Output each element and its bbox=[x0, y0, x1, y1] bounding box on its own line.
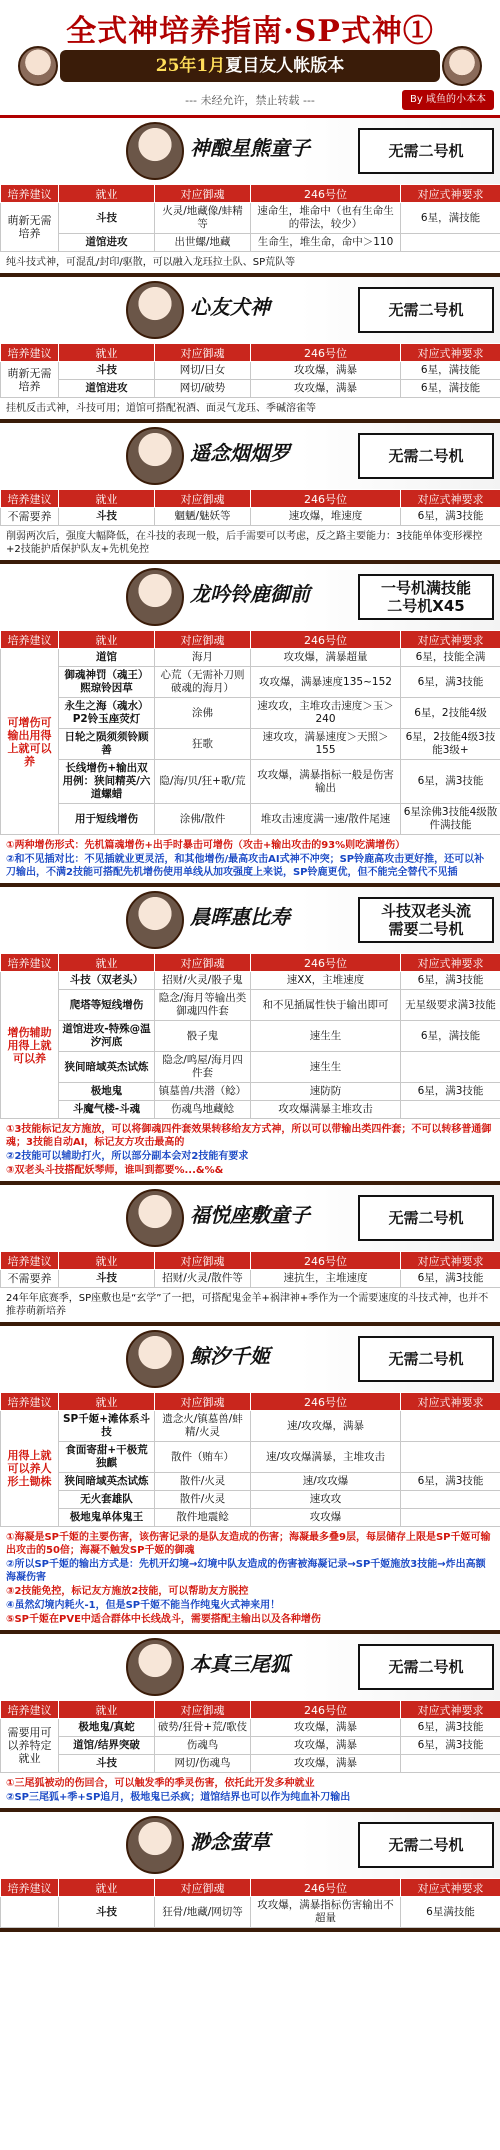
table-row bbox=[1, 203, 500, 234]
scene-cell: 极地鬼 bbox=[59, 1083, 155, 1101]
table-row bbox=[1, 508, 500, 526]
column-header: 对应御魂 bbox=[155, 1701, 251, 1719]
shiki-name: 遥念烟烟罗 bbox=[190, 441, 290, 465]
requirement-cell: 6星，技能全满 bbox=[401, 649, 500, 667]
training-advice: 不需要养 bbox=[1, 508, 59, 526]
secondary-requirement: 无需二号机 bbox=[358, 1195, 494, 1241]
note-line: ③双老头斗技搭配妖琴师，谁叫到都要%...&%& bbox=[6, 1165, 224, 1176]
column-header: 246号位 bbox=[251, 185, 401, 203]
build-table bbox=[0, 184, 500, 252]
shiki-portrait-icon bbox=[126, 891, 184, 949]
table-row bbox=[1, 1755, 500, 1773]
soul-cell: 网切/日女 bbox=[155, 362, 251, 380]
version-banner bbox=[60, 50, 440, 82]
requirement-cell: 6星，满3技能 bbox=[401, 1270, 500, 1288]
scene-cell: 斗技 bbox=[59, 1755, 155, 1773]
table-row bbox=[1, 1897, 500, 1928]
card-header bbox=[0, 118, 500, 184]
stat-cell: 速防防 bbox=[251, 1083, 401, 1101]
secondary-requirement: 无需二号机 bbox=[358, 1336, 494, 1382]
column-header: 培养建议 bbox=[1, 344, 59, 362]
table-row bbox=[1, 1719, 500, 1737]
scene-cell: 道馆进攻 bbox=[59, 380, 155, 398]
stat-cell: 速/攻攻爆 bbox=[251, 1473, 401, 1491]
shiki-portrait-icon bbox=[126, 1330, 184, 1388]
scene-cell: 狭间暗域英杰试炼 bbox=[59, 1473, 155, 1491]
note-line: ①三尾狐被动的伤回合，可以触发季的季灵伤害，依托此开发多种就业 bbox=[6, 1778, 315, 1789]
column-header: 对应式神要求 bbox=[401, 185, 500, 203]
column-header: 246号位 bbox=[251, 1252, 401, 1270]
column-header: 对应式神要求 bbox=[401, 1252, 500, 1270]
scene-cell: 狭间暗域英杰试炼 bbox=[59, 1052, 155, 1083]
table-row bbox=[1, 667, 500, 698]
column-header: 培养建议 bbox=[1, 1879, 59, 1897]
card-header bbox=[0, 1812, 500, 1878]
requirement-cell: 6星，满3技能 bbox=[401, 1473, 500, 1491]
column-header: 对应御魂 bbox=[155, 1252, 251, 1270]
soul-cell: 伤魂鸟地藏鲶 bbox=[155, 1101, 251, 1119]
requirement-cell: 6星满技能 bbox=[401, 1897, 500, 1928]
column-header: 对应式神要求 bbox=[401, 1393, 500, 1411]
card-notes bbox=[0, 526, 500, 560]
shiki-portrait-icon bbox=[126, 427, 184, 485]
scene-cell: 无火套雄队 bbox=[59, 1491, 155, 1509]
card-notes bbox=[0, 252, 500, 273]
page-title: 全式神培养指南·SP式神① bbox=[66, 14, 434, 49]
column-header: 对应式神要求 bbox=[401, 954, 500, 972]
column-header: 对应式神要求 bbox=[401, 631, 500, 649]
training-advice: 不需要养 bbox=[1, 1270, 59, 1288]
table-row bbox=[1, 1270, 500, 1288]
card-header bbox=[0, 277, 500, 343]
table-header-row bbox=[1, 631, 500, 649]
column-header: 246号位 bbox=[251, 490, 401, 508]
column-header: 培养建议 bbox=[1, 1701, 59, 1719]
requirement-cell: 6星，满技能 bbox=[401, 1021, 500, 1052]
scene-cell: 长线增伤+输出双用例：狭间精英/六道螺蜡 bbox=[59, 760, 155, 804]
training-advice: 萌新无需培养 bbox=[1, 362, 59, 398]
training-advice: 可增伤可输出用得上就可以养 bbox=[1, 649, 59, 835]
column-header: 培养建议 bbox=[1, 490, 59, 508]
card-notes bbox=[0, 835, 500, 883]
table-row bbox=[1, 362, 500, 380]
scene-cell: 极地鬼/真蛇 bbox=[59, 1719, 155, 1737]
requirement-cell bbox=[401, 1442, 500, 1473]
requirement-cell: 6星，满3技能 bbox=[401, 1083, 500, 1101]
stat-cell: 速生生 bbox=[251, 1021, 401, 1052]
soul-cell: 招财/火灵/骰子鬼 bbox=[155, 972, 251, 990]
requirement-cell: 6星，满3技能 bbox=[401, 972, 500, 990]
note-line: ①两种增伤形式：先机篇魂增伤+出手时暴击可增伤（攻击+输出攻击的93%则吃满增伤） bbox=[6, 840, 406, 851]
header bbox=[0, 0, 500, 118]
soul-cell: 出世螺/地藏 bbox=[155, 234, 251, 252]
note-line: ①3技能标记友方施放，可以将御魂四件套效果转移给友方式神，所以可以带输出类四件套；不可以转移普通御魂；3技能自动AI，标记友方攻击最高的 bbox=[6, 1124, 492, 1148]
soul-cell: 魍魉/魅妖等 bbox=[155, 508, 251, 526]
table-row bbox=[1, 1052, 500, 1083]
requirement-cell: 6星，满3技能 bbox=[401, 1719, 500, 1737]
column-header: 246号位 bbox=[251, 1701, 401, 1719]
card-notes bbox=[0, 1527, 500, 1630]
stat-cell: 速生生 bbox=[251, 1052, 401, 1083]
note-line: ②SP三尾狐+季+SP追月，极地鬼已杀疯；道馆结界也可以作为纯血补刀输出 bbox=[6, 1792, 351, 1803]
table-header-row bbox=[1, 1393, 500, 1411]
column-header: 246号位 bbox=[251, 1393, 401, 1411]
shiki-name: 神酿星熊童子 bbox=[190, 136, 310, 160]
shiki-name: 鲸汐千姬 bbox=[190, 1344, 270, 1368]
table-row bbox=[1, 1491, 500, 1509]
version-date: 25年1月 bbox=[155, 56, 226, 76]
author-byline: By 咸鱼的小本本 bbox=[402, 90, 494, 110]
soul-cell: 隐念/鸣屋/海月四件套 bbox=[155, 1052, 251, 1083]
scene-cell: 爬塔等短线增伤 bbox=[59, 990, 155, 1021]
table-header-row bbox=[1, 1701, 500, 1719]
column-header: 培养建议 bbox=[1, 185, 59, 203]
shiki-card bbox=[0, 1185, 500, 1326]
note-line: ②和不见插对比：不见插就业更灵活，和其他增伤/最高攻击AI式神不冲突；SP铃鹿高攻击更好推，还可以补刀输出，不满2技能可搭配先机增伤使用单线从加攻强度上来说，SP铃鹿更优，但不能完全替代不见插 bbox=[6, 854, 485, 878]
requirement-cell bbox=[401, 1509, 500, 1527]
table-header-row bbox=[1, 344, 500, 362]
build-table bbox=[0, 489, 500, 526]
stat-cell: 速抗生，主堆速度 bbox=[251, 1270, 401, 1288]
shiki-card bbox=[0, 887, 500, 1185]
scene-cell: SP千姬+滩体系斗技 bbox=[59, 1411, 155, 1442]
note-line: 挂机反击式神，斗技可用；道馆可搭配祝酒、面灵气龙珏、季碱溶雀等 bbox=[6, 403, 316, 414]
requirement-cell: 6星，2技能4级3技能3级+ bbox=[401, 729, 500, 760]
column-header: 对应御魂 bbox=[155, 185, 251, 203]
stat-cell: 速XX，主堆速度 bbox=[251, 972, 401, 990]
scene-cell: 道馆进攻 bbox=[59, 234, 155, 252]
secondary-requirement: 无需二号机 bbox=[358, 1822, 494, 1868]
requirement-cell bbox=[401, 1491, 500, 1509]
table-row bbox=[1, 1737, 500, 1755]
card-notes bbox=[0, 1773, 500, 1808]
build-table bbox=[0, 630, 500, 835]
secondary-requirement: 斗技双老头流 需要二号机 bbox=[358, 897, 494, 943]
shiki-name: 渺念萤草 bbox=[190, 1830, 270, 1854]
soul-cell: 散件地震鲶 bbox=[155, 1509, 251, 1527]
column-header: 就业 bbox=[59, 954, 155, 972]
stat-cell: 攻攻爆，满暴指标伤害输出不超量 bbox=[251, 1897, 401, 1928]
requirement-cell bbox=[401, 234, 500, 252]
requirement-cell: 6星，满技能 bbox=[401, 362, 500, 380]
scene-cell: 斗技 bbox=[59, 1270, 155, 1288]
stat-cell: 攻攻爆，满暴 bbox=[251, 1737, 401, 1755]
note-line: ②2技能可以辅助打火，所以部分副本会对2技能有要求 bbox=[6, 1151, 249, 1162]
soul-cell: 火灵/地藏像/蚌精等 bbox=[155, 203, 251, 234]
scene-cell: 斗技 bbox=[59, 362, 155, 380]
card-header bbox=[0, 1634, 500, 1700]
training-advice: 萌新无需培养 bbox=[1, 203, 59, 252]
column-header: 246号位 bbox=[251, 954, 401, 972]
stat-cell: 速攻爆，堆速度 bbox=[251, 508, 401, 526]
card-header bbox=[0, 887, 500, 953]
soul-cell: 散件/火灵 bbox=[155, 1473, 251, 1491]
shiki-portrait-icon bbox=[126, 568, 184, 626]
table-row bbox=[1, 972, 500, 990]
note-line: ①海凝是SP千姬的主要伤害，该伤害记录的是队友造成的伤害；海凝最多叠9层，每层储存上限是SP千姬可输出攻击的50倍；海凝不触发SP千姬的御魂 bbox=[6, 1532, 491, 1556]
right-avatar-icon bbox=[442, 46, 482, 86]
left-avatar-icon bbox=[18, 46, 58, 86]
requirement-cell bbox=[401, 1411, 500, 1442]
requirement-cell: 6星，满3技能 bbox=[401, 667, 500, 698]
scene-cell: 斗技 bbox=[59, 508, 155, 526]
note-line: 削弱两次后，强度大幅降低，在斗技的表现一般，后手需要可以考虑，反之路主要能力：3技能单体变形裸控+2技能护盾保护队友+先机免控 bbox=[6, 531, 483, 555]
column-header: 对应御魂 bbox=[155, 1393, 251, 1411]
shiki-portrait-icon bbox=[126, 281, 184, 339]
column-header: 就业 bbox=[59, 631, 155, 649]
shiki-card bbox=[0, 564, 500, 887]
requirement-cell: 6星，2技能4级 bbox=[401, 698, 500, 729]
stat-cell: 堆攻击速度满一速/散件尾速 bbox=[251, 804, 401, 835]
stat-cell: 生命生，堆生命，命中＞110 bbox=[251, 234, 401, 252]
secondary-requirement: 一号机满技能 二号机X45 bbox=[358, 574, 494, 620]
requirement-cell: 6星涂佛3技能4级散件满技能 bbox=[401, 804, 500, 835]
scene-cell: 斗技（双老头） bbox=[59, 972, 155, 990]
shiki-name: 本真三尾狐 bbox=[190, 1652, 290, 1676]
soul-cell: 招财/火灵/散件等 bbox=[155, 1270, 251, 1288]
soul-cell: 海月 bbox=[155, 649, 251, 667]
scene-cell: 用于短线增伤 bbox=[59, 804, 155, 835]
table-row bbox=[1, 1442, 500, 1473]
column-header: 对应式神要求 bbox=[401, 1879, 500, 1897]
card-notes bbox=[0, 1119, 500, 1181]
note-line: ②所以SP千姬的输出方式是：先机开幻境→幻境中队友造成的伤害被海凝记录→SP千姬施放3技能→炸出高额海凝伤害 bbox=[6, 1559, 486, 1583]
soul-cell: 网切/破势 bbox=[155, 380, 251, 398]
scene-cell: 道馆/结界突破 bbox=[59, 1737, 155, 1755]
build-table bbox=[0, 343, 500, 398]
column-header: 就业 bbox=[59, 1879, 155, 1897]
shiki-card bbox=[0, 1812, 500, 1932]
card-header bbox=[0, 1326, 500, 1392]
requirement-cell bbox=[401, 1101, 500, 1119]
column-header: 就业 bbox=[59, 1393, 155, 1411]
table-row bbox=[1, 649, 500, 667]
shiki-card bbox=[0, 1326, 500, 1634]
shiki-name: 心友犬神 bbox=[190, 295, 270, 319]
table-row bbox=[1, 698, 500, 729]
note-line: 24年年底赛季，SP座敷也是“玄学”了一把，可搭配鬼金羊+祸津神+季作为一个需要速度的斗技式神，也并不推荐萌新培养 bbox=[6, 1293, 489, 1317]
build-table bbox=[0, 1251, 500, 1288]
table-row bbox=[1, 760, 500, 804]
table-row bbox=[1, 1021, 500, 1052]
soul-cell: 狂骨/地藏/网切等 bbox=[155, 1897, 251, 1928]
card-header bbox=[0, 564, 500, 630]
column-header: 246号位 bbox=[251, 631, 401, 649]
stat-cell: 速攻攻，满暴速度＞天照＞155 bbox=[251, 729, 401, 760]
scene-cell: 斗魔气楼-斗魂 bbox=[59, 1101, 155, 1119]
shiki-name: 龙吟铃鹿御前 bbox=[190, 582, 310, 606]
column-header: 就业 bbox=[59, 1252, 155, 1270]
card-notes bbox=[0, 398, 500, 419]
shiki-portrait-icon bbox=[126, 1816, 184, 1874]
stat-cell: 攻攻爆，满暴 bbox=[251, 1755, 401, 1773]
scene-cell: 御魂神罚（魂王）熙琼铃因草 bbox=[59, 667, 155, 698]
shiki-card bbox=[0, 423, 500, 564]
scene-cell: 斗技 bbox=[59, 203, 155, 234]
requirement-cell: 6星，满3技能 bbox=[401, 760, 500, 804]
table-row bbox=[1, 234, 500, 252]
training-advice: 增伤辅助用得上就可以养 bbox=[1, 972, 59, 1119]
soul-cell: 破势/狂骨+荒/歌伎 bbox=[155, 1719, 251, 1737]
build-table bbox=[0, 1392, 500, 1527]
soul-cell: 遗念火/镇墓兽/蚌精/火灵 bbox=[155, 1411, 251, 1442]
requirement-cell: 6星，满3技能 bbox=[401, 1737, 500, 1755]
column-header: 对应式神要求 bbox=[401, 1701, 500, 1719]
training-advice: 需要用可以养特定就业 bbox=[1, 1719, 59, 1773]
soul-cell: 散件（贿车） bbox=[155, 1442, 251, 1473]
column-header: 对应式神要求 bbox=[401, 344, 500, 362]
column-header: 对应御魂 bbox=[155, 954, 251, 972]
table-row bbox=[1, 1083, 500, 1101]
shiki-portrait-icon bbox=[126, 1189, 184, 1247]
column-header: 就业 bbox=[59, 1701, 155, 1719]
requirement-cell bbox=[401, 1755, 500, 1773]
table-header-row bbox=[1, 954, 500, 972]
stat-cell: 速攻攻，主堆攻击速度＞玉＞240 bbox=[251, 698, 401, 729]
soul-cell: 隐念/海月等输出类御魂四件套 bbox=[155, 990, 251, 1021]
table-row bbox=[1, 1473, 500, 1491]
stat-cell: 速/攻攻爆满暴，主堆攻击 bbox=[251, 1442, 401, 1473]
table-header-row bbox=[1, 1252, 500, 1270]
scene-cell: 永生之海（魂水）P2铃玉座荧灯 bbox=[59, 698, 155, 729]
scene-cell: 道馆 bbox=[59, 649, 155, 667]
requirement-cell: 6星，满技能 bbox=[401, 203, 500, 234]
stat-cell: 速/攻攻爆，满暴 bbox=[251, 1411, 401, 1442]
secondary-requirement: 无需二号机 bbox=[358, 1644, 494, 1690]
column-header: 培养建议 bbox=[1, 1393, 59, 1411]
table-header-row bbox=[1, 185, 500, 203]
shiki-portrait-icon bbox=[126, 1638, 184, 1696]
note-row bbox=[0, 90, 500, 112]
column-header: 就业 bbox=[59, 344, 155, 362]
requirement-cell: 6星，满3技能 bbox=[401, 508, 500, 526]
stat-cell: 攻攻爆，满暴 bbox=[251, 380, 401, 398]
shiki-card-list bbox=[0, 118, 500, 1932]
card-header bbox=[0, 1185, 500, 1251]
scene-cell: 极地鬼单体鬼王 bbox=[59, 1509, 155, 1527]
column-header: 对应御魂 bbox=[155, 631, 251, 649]
stat-cell: 攻攻爆 bbox=[251, 1509, 401, 1527]
column-header: 对应御魂 bbox=[155, 490, 251, 508]
stat-cell: 攻攻爆，满暴指标一般是伤害输出 bbox=[251, 760, 401, 804]
soul-cell: 镇墓兽/共潜（鲶） bbox=[155, 1083, 251, 1101]
shiki-name: 晨晖惠比寿 bbox=[190, 905, 290, 929]
soul-cell: 狂歌 bbox=[155, 729, 251, 760]
soul-cell: 涂佛/散件 bbox=[155, 804, 251, 835]
column-header: 培养建议 bbox=[1, 954, 59, 972]
stat-cell: 攻攻爆，满暴 bbox=[251, 362, 401, 380]
column-header: 培养建议 bbox=[1, 1252, 59, 1270]
column-header: 就业 bbox=[59, 185, 155, 203]
card-header bbox=[0, 423, 500, 489]
scene-cell: 食面寄甜+干极荒独麒 bbox=[59, 1442, 155, 1473]
soul-cell: 心荒（无需补刀则破魂的海月） bbox=[155, 667, 251, 698]
soul-cell: 涂佛 bbox=[155, 698, 251, 729]
secondary-requirement: 无需二号机 bbox=[358, 287, 494, 333]
shiki-portrait-icon bbox=[126, 122, 184, 180]
table-row bbox=[1, 804, 500, 835]
table-row bbox=[1, 380, 500, 398]
column-header: 就业 bbox=[59, 490, 155, 508]
stat-cell: 速命生，堆命中（也有生命生的带法，较少） bbox=[251, 203, 401, 234]
column-header: 对应御魂 bbox=[155, 344, 251, 362]
secondary-requirement: 无需二号机 bbox=[358, 433, 494, 479]
note-line: ④虽然幻境内耗火-1，但是SP千姬不能当作纯鬼火式神来用！ bbox=[6, 1600, 281, 1611]
requirement-cell: 无星级要求满3技能 bbox=[401, 990, 500, 1021]
shiki-card bbox=[0, 1634, 500, 1812]
shiki-name: 福悦座敷童子 bbox=[190, 1203, 310, 1227]
table-row bbox=[1, 990, 500, 1021]
build-table bbox=[0, 953, 500, 1119]
stat-cell: 和不见插属性快于输出即可 bbox=[251, 990, 401, 1021]
scene-cell: 日轮之陨须须铃顾善 bbox=[59, 729, 155, 760]
stat-cell: 攻攻爆，满暴超量 bbox=[251, 649, 401, 667]
soul-cell: 隐/海/贝/狂+歌/荒 bbox=[155, 760, 251, 804]
stat-cell: 攻攻爆，满暴 bbox=[251, 1719, 401, 1737]
stat-cell: 速攻攻 bbox=[251, 1491, 401, 1509]
requirement-cell bbox=[401, 1052, 500, 1083]
training-advice bbox=[1, 1897, 59, 1928]
secondary-requirement: 无需二号机 bbox=[358, 128, 494, 174]
scene-cell: 斗技 bbox=[59, 1897, 155, 1928]
stat-cell: 攻攻爆满暴主堆攻击 bbox=[251, 1101, 401, 1119]
build-table bbox=[0, 1878, 500, 1928]
table-header-row bbox=[1, 490, 500, 508]
training-advice: 用得上就可以养人形土锄株 bbox=[1, 1411, 59, 1527]
column-header: 246号位 bbox=[251, 344, 401, 362]
scene-cell: 道馆进攻-特殊@温汐河底 bbox=[59, 1021, 155, 1052]
card-notes bbox=[0, 1288, 500, 1322]
table-row bbox=[1, 729, 500, 760]
shiki-card bbox=[0, 118, 500, 277]
soul-cell: 散件/火灵 bbox=[155, 1491, 251, 1509]
note-line: ⑤SP千姬在PVE中适合群体中长线战斗，需要搭配主输出以及各种增伤 bbox=[6, 1614, 321, 1625]
column-header: 对应御魂 bbox=[155, 1879, 251, 1897]
column-header: 培养建议 bbox=[1, 631, 59, 649]
requirement-cell: 6星，满技能 bbox=[401, 380, 500, 398]
stat-cell: 攻攻爆，满暴速度135~152 bbox=[251, 667, 401, 698]
soul-cell: 骰子鬼 bbox=[155, 1021, 251, 1052]
note-line: 纯斗技式神，可混乱/封印/驱散，可以融入龙珏拉土队、SP荒队等 bbox=[6, 257, 296, 268]
column-header: 对应式神要求 bbox=[401, 490, 500, 508]
copyright-note: --- 未经允许，禁止转载 --- bbox=[185, 94, 315, 107]
table-row bbox=[1, 1411, 500, 1442]
note-line: ③2技能免控，标记友方施放2技能，可以帮助友方脱控 bbox=[6, 1586, 249, 1597]
soul-cell: 网切/伤魂鸟 bbox=[155, 1755, 251, 1773]
table-row bbox=[1, 1101, 500, 1119]
build-table bbox=[0, 1700, 500, 1773]
version-name: 夏目友人帐版本 bbox=[225, 56, 345, 76]
table-row bbox=[1, 1509, 500, 1527]
soul-cell: 伤魂鸟 bbox=[155, 1737, 251, 1755]
shiki-card bbox=[0, 277, 500, 423]
column-header: 246号位 bbox=[251, 1879, 401, 1897]
table-header-row bbox=[1, 1879, 500, 1897]
